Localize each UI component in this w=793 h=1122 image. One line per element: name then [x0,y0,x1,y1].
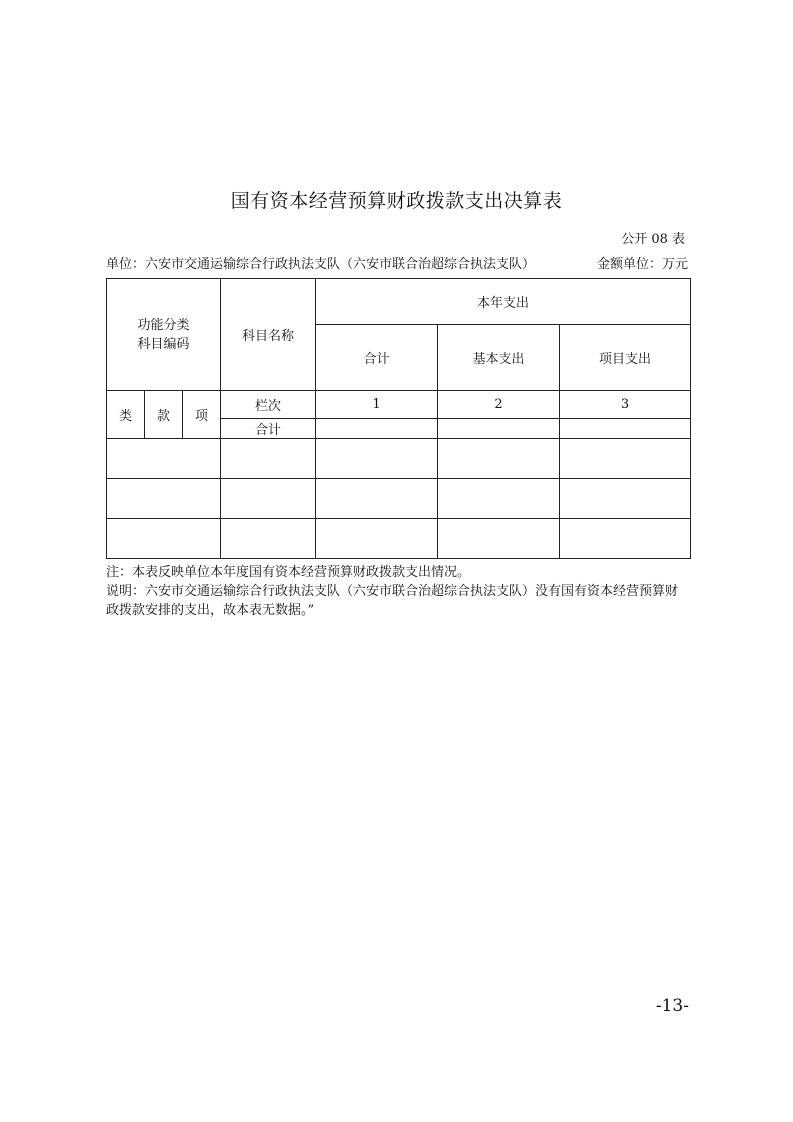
sum-row-label: 合计 [221,419,316,439]
table-row [107,439,691,479]
sum-basic-cell [438,419,560,439]
page-number: -13- [655,996,689,1016]
page-title: 国有资本经营预算财政拨款支出决算表 [230,190,563,212]
sum-total-cell [316,419,438,439]
explanation-text: 说明：六安市交通运输综合行政执法支队（六安市联合治超综合执法支队）没有国有资本经营预算财政拨款安排的支出，故本表无数据。” [106,584,679,618]
sum-project-cell [560,419,691,439]
unit-label: 单位：六安市交通运输综合行政执法支队（六安市联合治超综合执法支队） [106,257,536,272]
table-row [107,479,691,519]
xiang-header: 项 [183,391,221,439]
budget-table [106,278,691,559]
column-number-label: 栏次 [221,391,316,419]
total-header: 合计 [316,325,438,391]
column-index-3: 3 [560,391,691,419]
project-expenditure-header: 项目支出 [560,325,691,391]
column-index-2: 2 [438,391,560,419]
current-year-header: 本年支出 [316,279,691,325]
column-index-1: 1 [316,391,438,419]
table-row [107,519,691,559]
kuan-header: 款 [145,391,183,439]
lei-header: 类 [107,391,145,439]
form-number: 公开 08 表 [621,232,685,247]
note-text: 注：本表反映单位本年度国有资本经营预算财政拨款支出情况。 [106,565,471,580]
amount-unit-label: 金额单位：万元 [596,257,688,272]
notes-section [106,563,690,620]
subject-name-header: 科目名称 [221,279,316,391]
function-class-header: 功能分类 科目编码 [107,279,221,391]
basic-expenditure-header: 基本支出 [438,325,560,391]
